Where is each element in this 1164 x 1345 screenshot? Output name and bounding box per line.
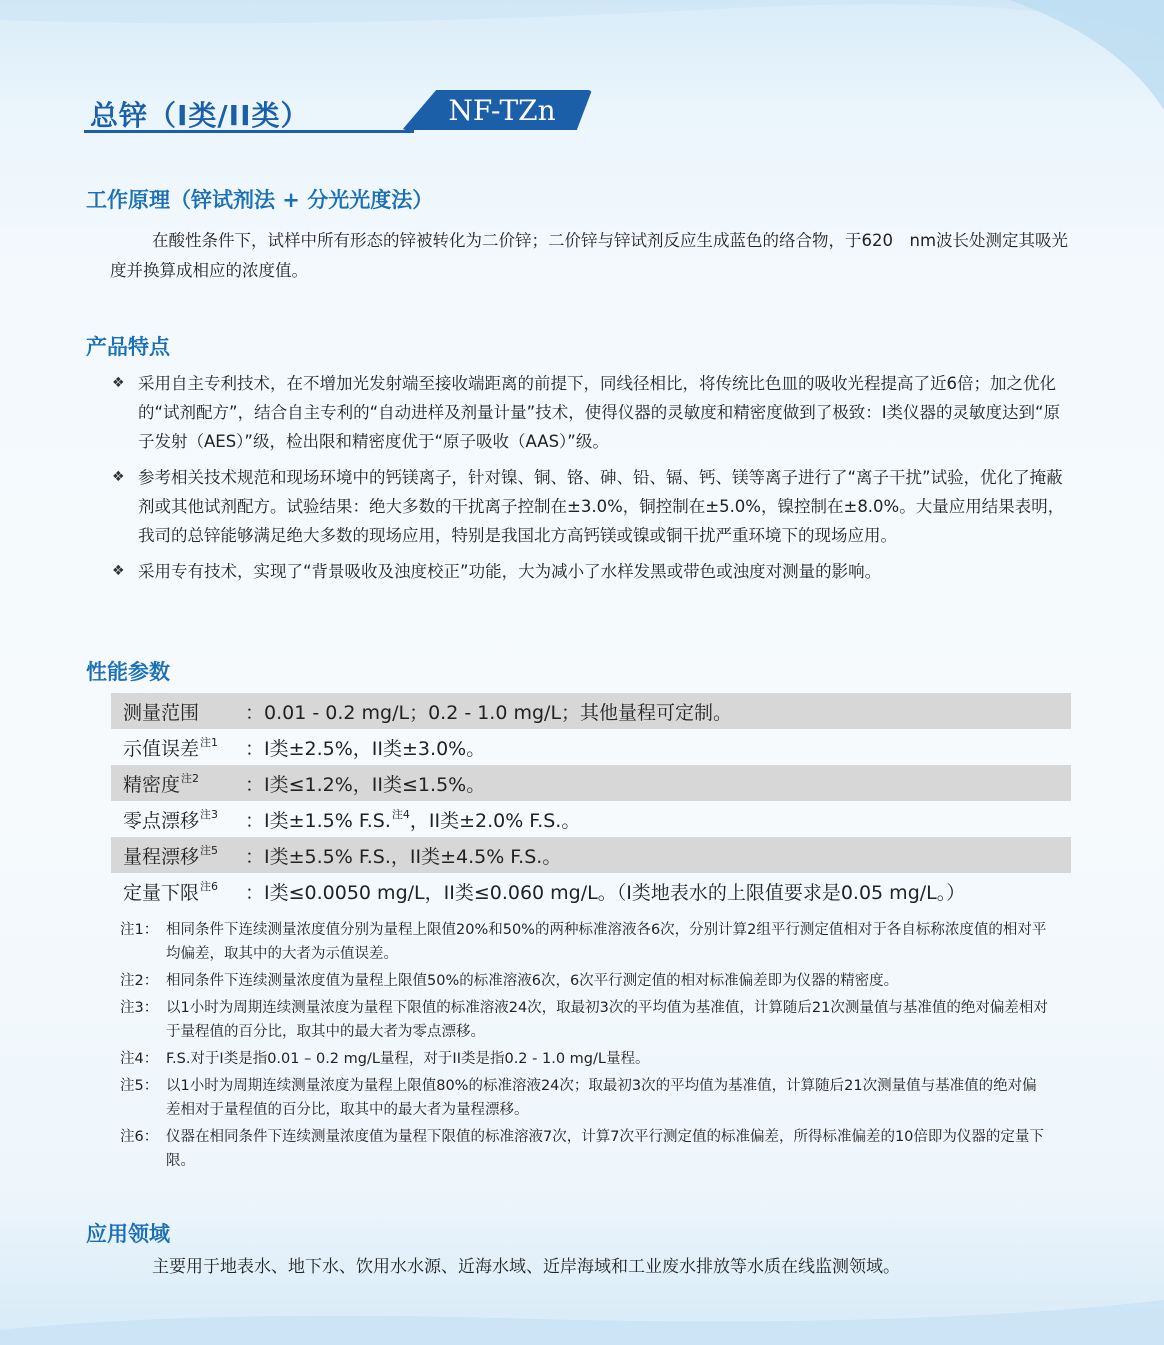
footnote-ref: 注4 [391,807,410,821]
footnote-2: 注2： 相同条件下连续测量浓度值为量程上限值50%的标准溶液6次，6次平行测定值的相对标准偏差即为仪器的精密度。 [120,973,899,989]
footnote-ref: 注5 [200,843,219,857]
performance-heading: 性能参数 [86,660,170,684]
footnote-1: 注1： 相同条件下连续测量浓度值分别为量程上限值20%和50%的两种标准溶液各6次，分别计算2组平行测定值相对于各自标称浓度值的相对平均偏差，取其中的大者为示值误差。 [120,922,1047,962]
footnote-5: 注5： 以1小时为周期连续测量浓度为量程上限值80%的标准溶液24次；取最初3次的平均值为基准值，计算随后21次测量值与基准值的绝对偏差相对于量程值的百分比，取其中的最大者为量程漂移。 [120,1078,1037,1118]
product-name: 总锌（I类/II类） [90,99,310,132]
features-list [110,369,1075,593]
feature-item: ❖ 参考相关技术规范和现场环境中的钙镁离子，针对镍、铜、铬、砷、铅、镉、钙、镁等离子进行了“离子干扰”试验，优化了掩蔽剂或其他试剂配方。试验结果：绝大多数的干扰离子控制在±3.0%，铜控制在±5.0%，镍控制在±8.0%。大量应用结果表明，我司的总锌能够满足绝大多数的现场应用，特别是我国北方高钙镁或镍或铜干扰严重环境下的现场应用。 [110,463,1075,550]
feature-item: ❖ 采用自主专利技术，在不增加光发射端至接收端距离的前提下，同线径相比，将传统比色皿的吸收光程提高了近6倍；加之优化的“试剂配方”，结合自主专利的“自动进样及剂量计量”技术，使得仪器的灵敏度和精密度做到了极致：I类仪器的灵敏度达到“原子发射（AES）”级，检出限和精密度优于“原子吸收（AAS）”级。 [110,369,1075,456]
principle-text: 在酸性条件下，试样中所有形态的锌被转化为二价锌；二价锌与锌试剂反应生成蓝色的络合物，于620 nm波长处测定其吸光度并换算成相应的浓度值。 [110,231,1069,280]
spec-row-measuring-range: 测量范围 ： 0.01 - 0.2 mg/L；0.2 - 1.0 mg/L；其他量程可定制。 [111,693,1071,729]
performance-table [111,693,1071,909]
spec-row-span-drift: 量程漂移$^{注5}$ ： I类±5.5% F.S.，II类±4.5% F.S.。 [111,837,1071,873]
principle-heading: 工作原理（锌试剂法 + 分光光度法） [86,188,434,212]
product-code: NF-TZn [448,94,556,127]
spec-row-indication-error: 示值误差$^{注1}$ ： I类±2.5%，II类±3.0%。 [123,735,486,760]
application-heading: 应用领域 [86,1222,170,1246]
footnote-6: 注6： 仪器在相同条件下连续测量浓度值为量程下限值的标准溶液7次，计算7次平行测定值的标准偏差，所得标准偏差的10倍即为仪器的定量下限。 [120,1129,1044,1169]
spec-row-precision: 精密度$^{注2}$ ： I类≤1.2%，II类≤1.5%。 [111,765,1071,801]
footnote-ref: 注6 [200,879,219,893]
spec-row-quantification-limit: 定量下限$^{注6}$ ： I类≤0.0050 mg/L，II类≤0.060 mg/L。（I类地表水的上限值要求是0.05 mg/L。） [123,879,966,904]
features-heading: 产品特点 [86,335,170,359]
footnote-ref: 注3 [200,807,219,821]
spec-row-zero-drift: 零点漂移$^{注3}$ ： I类±1.5% F.S.$^{注4}$，II类±2.0% F.S.。 [123,807,581,832]
product-title-bar [84,88,556,134]
application-text: 主要用于地表水、地下水、饮用水水源、近海水域、近岸海域和工业废水排放等水质在线监测领域。 [152,1257,900,1277]
diamond-bullet-icon: ❖ [112,563,125,579]
diamond-bullet-icon: ❖ [112,469,125,485]
footnote-ref: 注1 [200,735,219,749]
footnote-3: 注3： 以1小时为周期连续测量浓度为量程下限值的标准溶液24次，取最初3次的平均值为基准值，计算随后21次测量值与基准值的绝对偏差相对于量程值的百分比，取其中的最大者为零点漂移。 [120,1000,1048,1040]
footnotes [120,918,1050,1176]
footnote-4: 注4： F.S.对于I类是指0.01 – 0.2 mg/L量程，对于II类是指0.2 - 1.0 mg/L量程。 [120,1051,650,1067]
diamond-bullet-icon: ❖ [112,375,125,391]
footnote-ref: 注2 [181,771,200,785]
feature-item: ❖ 采用专有技术，实现了“背景吸收及浊度校正”功能，大为减小了水样发黑或带色或浊度对测量的影响。 [110,557,1075,586]
